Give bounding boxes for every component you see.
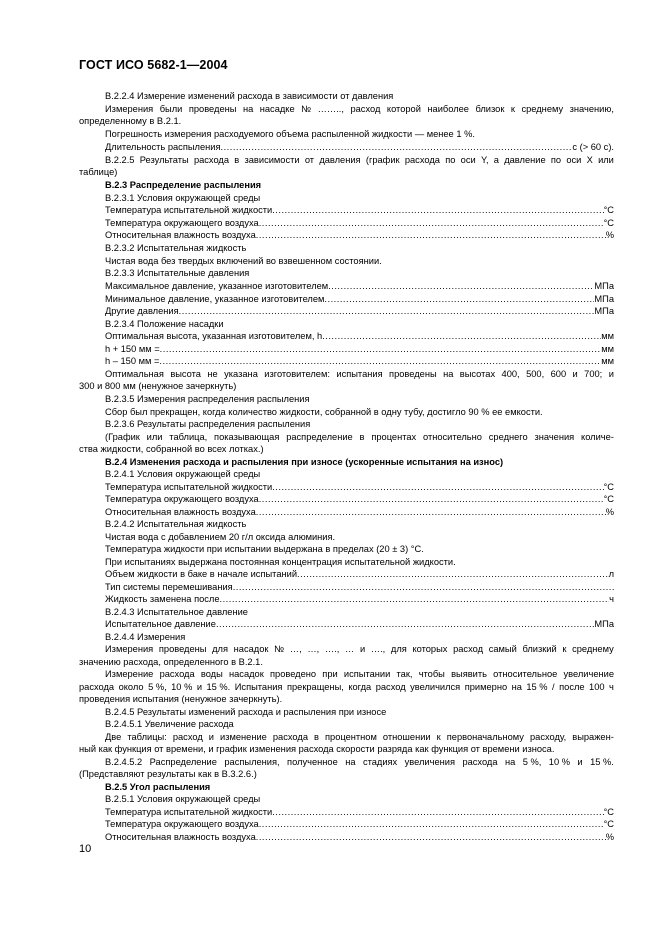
word: для [390,644,407,654]
word: 10 % [171,682,193,692]
word: увеличение [563,669,614,679]
word: процентах [371,432,417,442]
section-b2-3-4: B.2.3.4 Положение насадки [105,319,224,329]
word: при [322,669,338,679]
word: а [493,155,499,165]
dotted-field [105,355,614,367]
paragraph-line: Погрешность измерения расходуемого объема распыленной жидкости — менее 1 %. [105,129,475,139]
word: выражен- [572,732,614,742]
field-unit: % [605,832,614,842]
page-number: 10 [79,843,92,855]
paragraph-line: ства жидкости, собранной во всех лотках.) [79,444,264,454]
justified-line [105,368,614,380]
word: проведено [270,669,317,679]
word: в [359,432,365,442]
word: 100 [589,682,605,692]
word: на [443,369,454,379]
field-label: Температура испытательной жидкости [105,807,273,817]
word: или [598,155,614,165]
word: и [608,369,614,379]
field-label: Температура окружающего воздуха [105,494,259,504]
word: расхода [159,669,195,679]
field-unit: °C [603,807,614,817]
word: стадиях [362,757,398,767]
word: на [242,104,254,114]
justified-line [105,668,614,680]
section-b2-4-5: B.2.4.5 Результаты изменений расхода и распыления при износе [105,707,387,717]
word: проведены [389,369,437,379]
word: 15 %. [590,757,614,767]
word: … [344,644,355,654]
paragraph-line: определенному в B.2.1. [79,116,182,126]
field-label: Жидкость заменена после [105,594,220,604]
justified-line [105,643,614,655]
dotted-field [105,343,614,355]
field-unit: МПа [594,281,614,291]
word: и [196,682,203,692]
word: были [159,104,183,114]
word: 5 %, [522,757,542,767]
word: примерно [464,682,508,692]
word: близок [475,104,505,114]
field-unit: мм [601,356,614,366]
word: оси [566,155,582,165]
document-header: ГОСТ ИСО 5682-1—2004 [79,58,228,72]
word: значения [534,432,575,442]
word: Измерения [105,104,154,114]
word: 5 %, [148,682,167,692]
word: …, [289,644,302,654]
word: которых [412,644,448,654]
paragraph-line: таблице) [79,167,118,177]
field-label: h – 150 мм = [105,356,160,366]
word: к [562,644,567,654]
word: испытании [343,669,391,679]
dotted-field [105,293,614,305]
word: распыления, [224,757,280,767]
word: полученное [287,757,338,767]
paragraph-line: 300 и 800 мм (ненужное зачеркнуть) [79,381,237,391]
paragraph-line: проведения испытания (ненужное зачеркнуть). [79,694,283,704]
word: № [301,104,312,114]
word: расхода [404,155,440,165]
paragraph-line: ный как функция от времени, и график изменения расхода скорости разряда как функция от времени износа. [79,744,555,754]
field-unit: °C [603,218,614,228]
dotted-field [105,593,614,605]
word: которой [386,104,421,114]
word: проведены [188,104,237,114]
section-b2-5-1: B.2.5.1 Условия окружающей среды [105,794,261,804]
field-label: Испытательное давление [105,619,216,629]
section-b2-4-2: B.2.4.2 Испытательная жидкость [105,519,247,529]
field-label: Температура окружающего воздуха [105,819,259,829]
word: прекращены, [286,682,344,692]
field-label: Относительная влажность воздуха [105,507,256,517]
section-b2-2-4: B.2.2.4 Измерение изменений расхода в зависимости от давления [105,91,394,101]
word: расходу, [529,732,567,742]
dotted-field [105,141,614,153]
field-unit: % [605,230,614,240]
word: отношении [382,732,431,742]
word: и [359,644,366,654]
word: по [445,155,456,165]
word: ч [609,682,614,692]
field-label: Температура испытательной жидкости [105,482,273,492]
word: расход [172,732,203,742]
field-label: Другие давления [105,306,179,316]
field-unit: °C [603,819,614,829]
word: процентном [325,732,377,742]
dotted-field [105,204,614,216]
word: насадок [233,644,269,654]
word: …., [324,644,340,654]
field-unit: % [605,507,614,517]
dotted-field [105,568,614,580]
word: высотах [459,369,496,379]
field-unit: °C [603,494,614,504]
field-unit: МПа [594,306,614,316]
word: самый [488,644,517,654]
word: выявить [451,669,487,679]
word: Результаты [139,155,189,165]
word: по [550,155,562,165]
word: среднему [521,104,564,114]
word: увеличился [410,682,461,692]
field-unit: мм [601,331,614,341]
word: или [146,432,163,442]
paragraph-line: При испытаниях выдержана постоянная концентрация испытательной жидкости. [105,557,456,567]
word: к [510,104,515,114]
word: насадок [229,669,264,679]
word: относительно [423,432,482,442]
word: так, [396,669,413,679]
word: близкий [522,644,557,654]
paragraph-line: Чистая вода без твердых включений во взвешенном состоянии. [105,256,382,266]
dotted-field [105,506,614,518]
word: № [274,644,285,654]
word: изменение [220,732,267,742]
word: высота [170,369,201,379]
word: на [511,682,522,692]
word: количе- [581,432,614,442]
field-label: Температура окружающего воздуха [105,218,259,228]
word: расхода [272,732,308,742]
word: чтобы [418,669,445,679]
word: (график [365,155,400,165]
word: Измерение [105,669,154,679]
field-unit: с (> 60 с). [572,142,614,152]
word: …., [370,644,386,654]
dotted-field [105,581,614,593]
word: (График [105,432,140,442]
field-label: Температура испытательной жидкости [105,205,273,215]
word: Оптимальная [105,369,164,379]
word: среднему [572,644,614,654]
justified-line [79,681,614,693]
justified-line [105,731,614,743]
word: 700; [584,369,603,379]
word: 15 %. [206,682,231,692]
section-b2-3-1: B.2.3.1 Условия окружающей среды [105,193,261,203]
word: и [208,732,214,742]
section-b2-4: B.2.4 Изменения расхода и распыления при износе (ускоренные испытания на износ) [105,457,504,467]
word: 500, [526,369,545,379]
word: расход [350,104,381,114]
word: первоначальному [446,732,524,742]
paragraph-line: (Представляют результаты как в B.3.2.6.) [79,769,257,779]
field-unit: °C [603,482,614,492]
field-unit: МПа [594,619,614,629]
dotted-field [105,330,614,342]
word: 400, [501,369,520,379]
dotted-field [105,229,614,241]
word: насадке [259,104,295,114]
word: 600 [550,369,567,379]
field-label: Оптимальная высота, указанная изготовителем, h [105,331,323,341]
dotted-field [105,481,614,493]
word: таблицы: [127,732,167,742]
word: B.2.2.5 [105,155,135,165]
word: увеличения [404,757,455,767]
paragraph-line: Температура жидкости при испытании выдержана в пределах (20 ± 3) °С. [105,544,424,554]
word: к [436,732,441,742]
word: Распределение [149,757,217,767]
word: зависимости [244,155,300,165]
field-unit: МПа [594,294,614,304]
word: среднего [488,432,528,442]
word: относительное [493,669,558,679]
word: значению, [569,104,614,114]
field-unit: мм [601,344,614,354]
field-label: h + 150 мм = [105,344,160,354]
word: оси [460,155,476,165]
justified-line [105,756,614,768]
word: …, [307,644,320,654]
word: для [212,644,229,654]
dotted-field [105,493,614,505]
word: / [552,682,555,692]
word: Измерения [105,644,154,654]
field-unit: °C [603,205,614,215]
paragraph-line: значению расхода, определенного в B.2.1. [79,657,263,667]
word: в [314,732,319,742]
justified-line [105,103,614,115]
word: Испытания [234,682,283,692]
dotted-field [105,831,614,843]
section-b2-3-5: B.2.3.5 Измерения распределения распыления [105,394,310,404]
section-b2-4-3: B.2.4.3 Испытательное давление [105,607,248,617]
dotted-field [105,280,614,292]
word: на [504,757,516,767]
word: …….., [317,104,344,114]
section-b2-3-2: B.2.3.2 Испытательная жидкость [105,243,247,253]
word: указана [224,369,258,379]
field-unit: л [608,569,614,579]
justified-line [105,154,614,166]
word: и [572,369,578,379]
word: воды [200,669,223,679]
word: на [345,757,356,767]
word: от [304,155,315,165]
section-b2-4-4: B.2.4.4 Измерения [105,632,186,642]
dotted-field [105,618,614,630]
dotted-field [105,818,614,830]
field-label: Тип системы перемешивания [105,582,233,592]
word: и [577,757,583,767]
word: расход [453,644,484,654]
section-b2-3-3: B.2.3.3 Испытательные давления [105,268,250,278]
word: расхода [79,682,115,692]
field-label: Максимальное давление, указанное изготовителем [105,281,329,291]
dotted-field [105,806,614,818]
section-b2-5: B.2.5 Угол распыления [105,782,211,792]
word: после [559,682,585,692]
word: давления [319,155,361,165]
word: расход [375,682,406,692]
word: не [207,369,218,379]
justified-line [105,431,614,443]
word: проведены [158,644,207,654]
section-b2-3-6: B.2.3.6 Результаты распределения распыления [105,419,311,429]
word: распределение [286,432,353,442]
paragraph-line: Чистая вода с добавлением 20 г/л оксида алюминия. [105,532,336,542]
section-b2-4-5-1: B.2.4.5.1 Увеличение расхода [105,719,234,729]
section-b2-4-1: B.2.4.1 Условия окружающей среды [105,469,261,479]
word: в [234,155,240,165]
word: расхода [193,155,230,165]
word: 15 % [526,682,548,692]
field-label: Минимальное давление, указанное изготовителем [105,294,325,304]
word: когда [348,682,372,692]
field-label: Относительная влажность воздуха [105,832,256,842]
word: изготовителем: [264,369,330,379]
word: испытания [336,369,383,379]
word: Две [105,732,122,742]
field-unit: ч [609,594,614,604]
word: расхода [462,757,498,767]
field-label: Объем жидкости в баке в начале испытаний [105,569,298,579]
section-b2-3: B.2.3 Распределение распыления [105,180,262,190]
word: наиболее [427,104,469,114]
word: Y, [480,155,489,165]
word: B.2.4.5.2 [105,757,143,767]
word: 10 % [548,757,570,767]
paragraph-line: Сбор был прекращен, когда количество жидкости, собранной в одну тубу, достигло 90 % ее емкости. [105,407,543,417]
dotted-field [105,305,614,317]
word: давление [504,155,546,165]
word: показывающая [214,432,280,442]
field-label: Относительная влажность воздуха [105,230,256,240]
word: X [586,155,593,165]
field-label: Длительность распыления [105,142,221,152]
dotted-field [105,217,614,229]
word: около [118,682,144,692]
word: таблица, [169,432,208,442]
